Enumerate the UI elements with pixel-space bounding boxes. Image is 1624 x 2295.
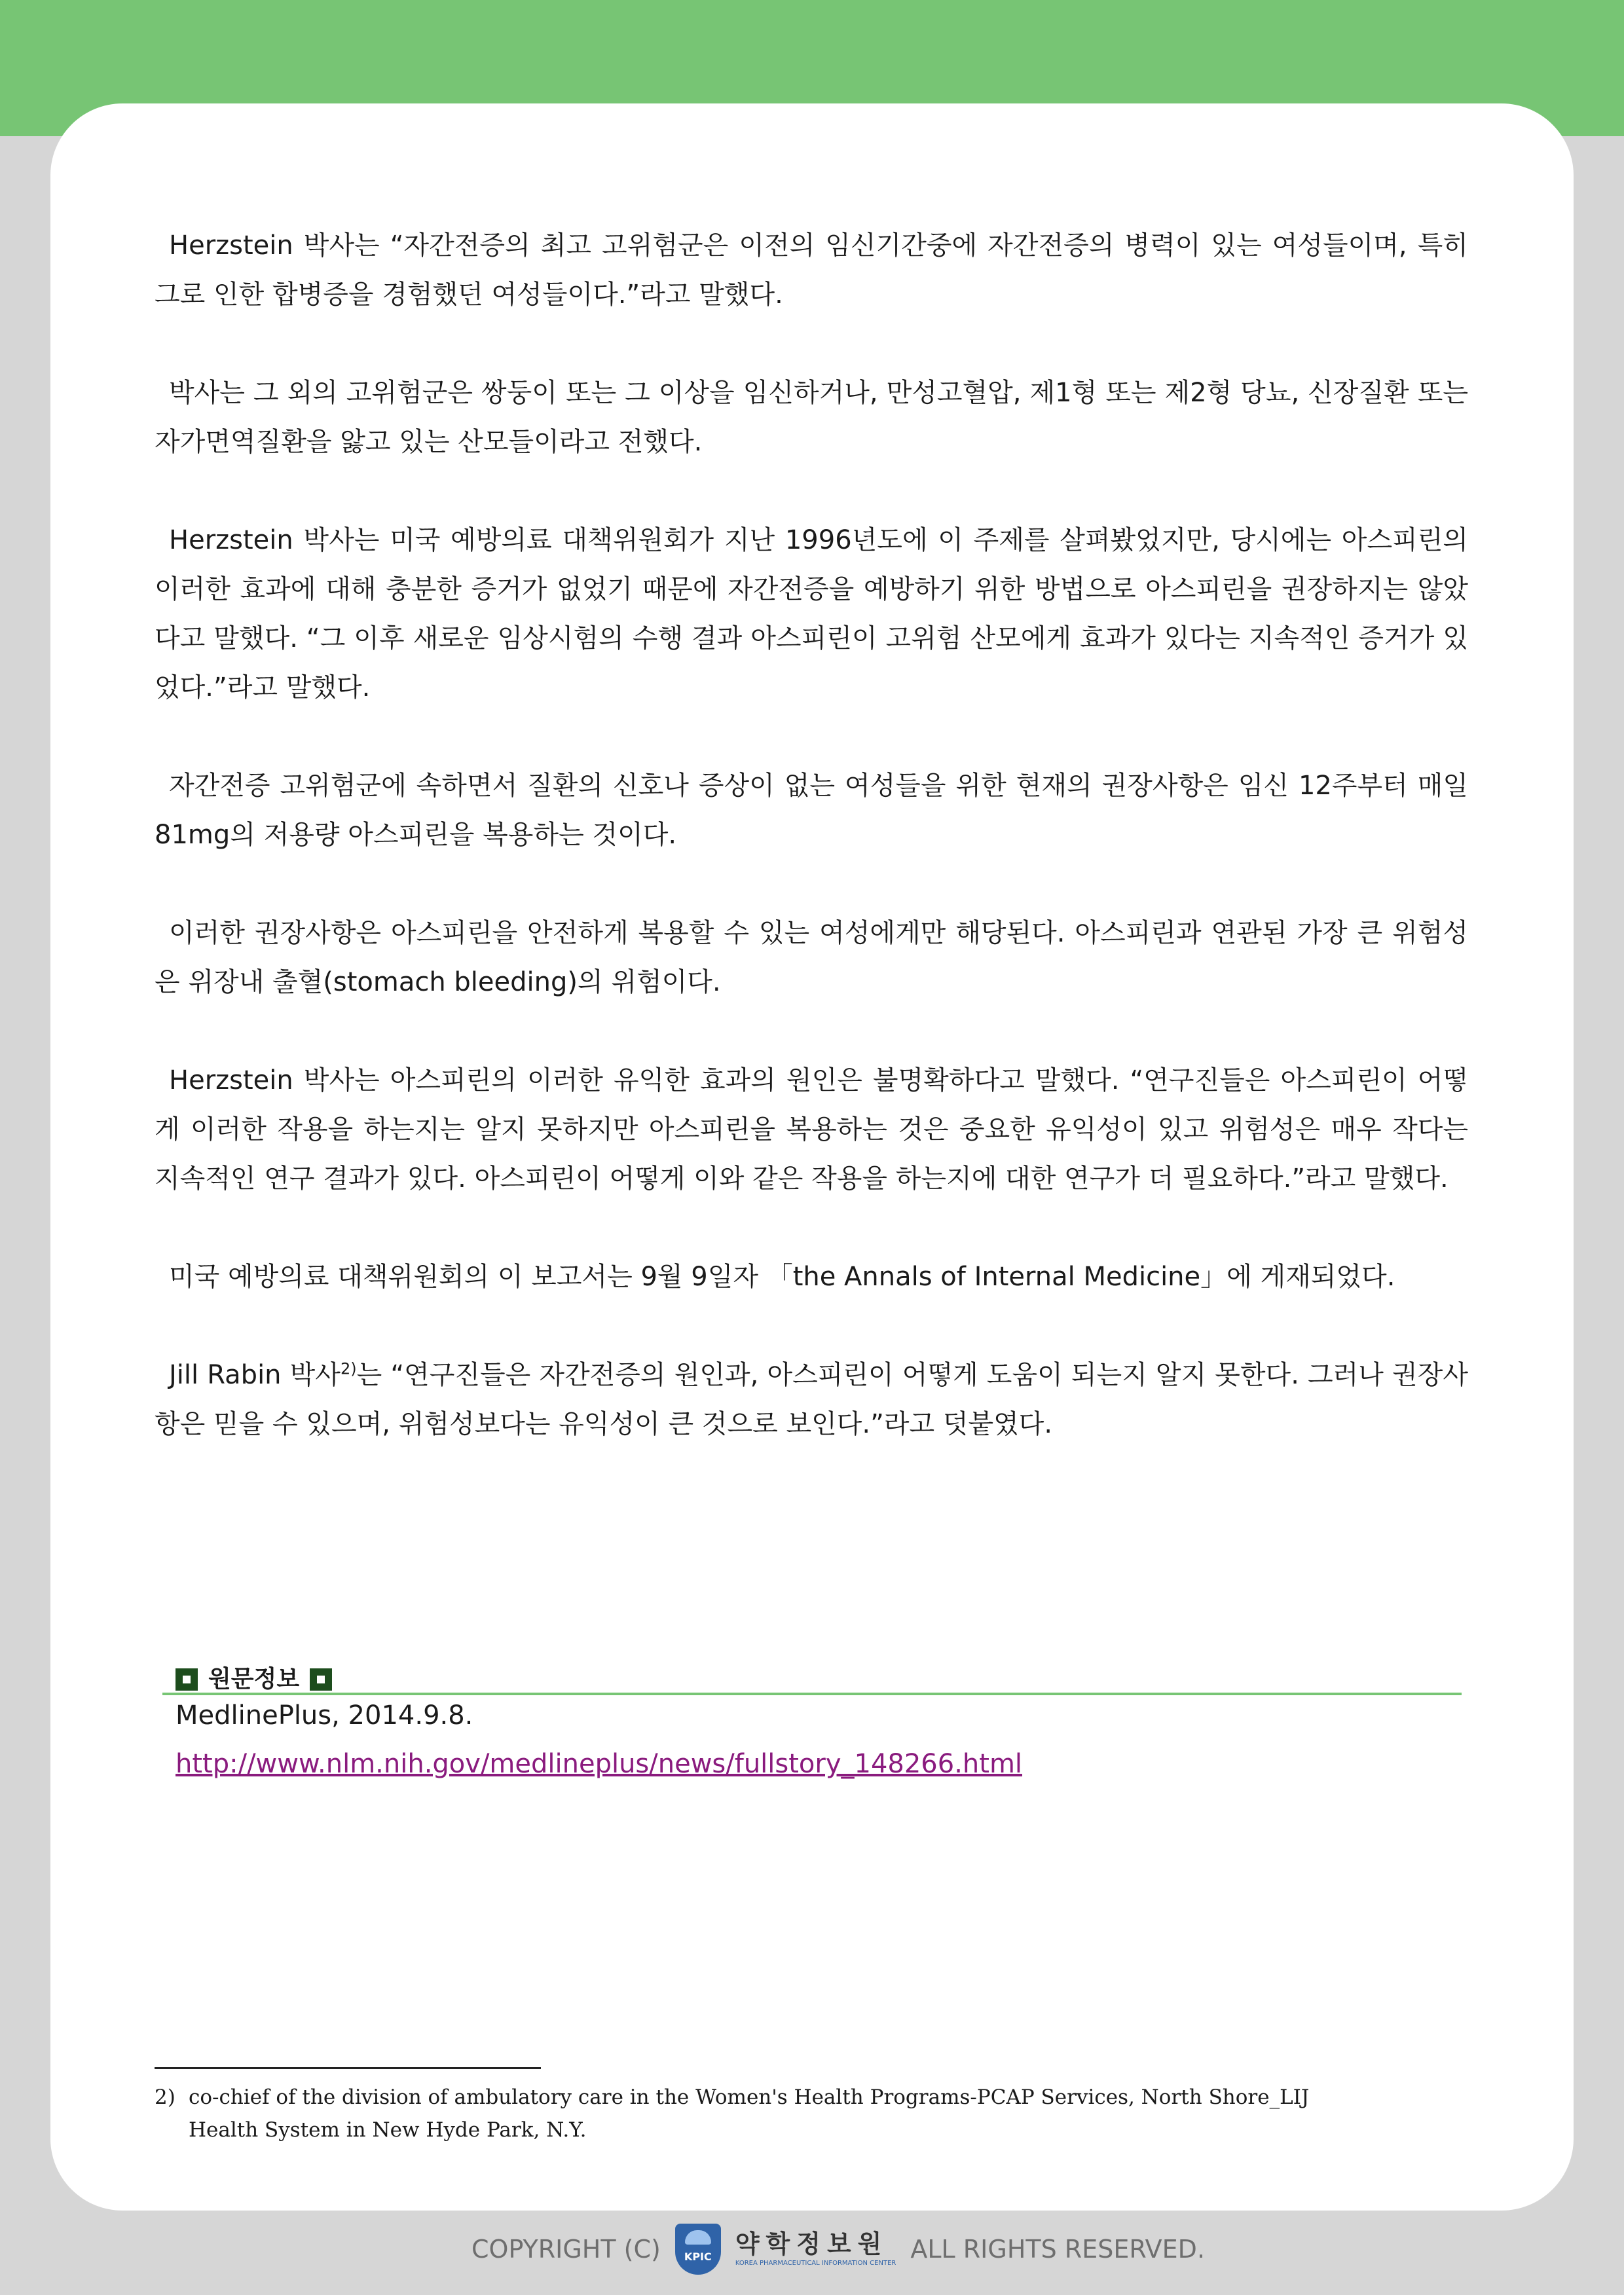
source-url-link[interactable]: http://www.nlm.nih.gov/medlineplus/news/fullstory_148266.html [175, 1749, 1023, 1779]
bullet-square-icon [175, 1668, 198, 1691]
footnote-divider [155, 2067, 541, 2069]
bullet-square-icon [310, 1668, 332, 1691]
footnote-ref[interactable]: 2) [340, 1359, 357, 1378]
paragraph-with-footnote [155, 1351, 1468, 1449]
logo-english: KOREA PHARMACEUTICAL INFORMATION CENTER [735, 2260, 896, 2267]
footnote [155, 2081, 1468, 2146]
paragraph-text-start: Jill Rabin 박사 [169, 1360, 341, 1390]
paragraph-text-end: 는 “연구진들은 자간전증의 원인과, 아스피린이 어떻게 도움이 되는지 알지 못한다. 그러나 권장사항은 믿을 수 있으며, 위험성보다는 유익성이 큰 것으로 보인다.”라고 덧붙였다. [155, 1360, 1468, 1439]
footnote-number: 2) [155, 2085, 175, 2109]
kpic-logo-icon: KPIC [675, 2224, 721, 2275]
logo-wordmark [735, 2231, 896, 2267]
paragraph: Herzstein 박사는 아스피린의 이러한 유익한 효과의 원인은 불명확하다고 말했다. “연구진들은 아스피린이 어떻게 이러한 작용을 하는지는 알지 못하지만 아스피린을 복용하는 것은 중요한 유익성이 있고 위험성은 매우 작다는 지속적인 연구 결과가 있다. 아스피린이 어떻게 이와 같은 작용을 하는지에 대한 연구가 더 필요하다.”라고 말했다. [155, 1065, 1468, 1194]
source-citation: MedlinePlus, 2014.9.8. [175, 1700, 473, 1731]
paragraph: 자간전증 고위험군에 속하면서 질환의 신호나 증상이 없는 여성들을 위한 현재의 권장사항은 임신 12주부터 매일 81mg의 저용량 아스피린을 복용하는 것이다. [155, 771, 1468, 850]
rights-text: ALL RIGHTS RESERVED. [910, 2235, 1206, 2264]
source-divider [162, 1693, 1462, 1695]
paragraph: 이러한 권장사항은 아스피린을 안전하게 복용할 수 있는 여성에게만 해당된다. 아스피린과 연관된 가장 큰 위험성은 위장내 출혈(stomach bleeding)의 위험이다. [155, 918, 1468, 997]
paragraph: 미국 예방의료 대책위원회의 이 보고서는 9월 9일자 「the Annals of Internal Medicine」에 게재되었다. [169, 1262, 1395, 1292]
paragraph: 박사는 그 외의 고위험군은 쌍둥이 또는 그 이상을 임신하거나, 만성고혈압, 제1형 또는 제2형 당뇨, 신장질환 또는 자가면역질환을 앓고 있는 산모들이라고 전했다. [155, 378, 1468, 457]
paragraph: Herzstein 박사는 “자간전증의 최고 고위험군은 이전의 임신기간중에 자간전증의 병력이 있는 여성들이며, 특히 그로 인한 합병증을 경험했던 여성들이다.”라고 말했다. [155, 230, 1468, 310]
footnote-text: co-chief of the division of ambulatory care in the Women's Health Programs-PCAP Services, North Shore_LIJ [189, 2085, 1310, 2109]
article-body [155, 221, 1468, 1498]
source-heading-label: 원문정보 [208, 1666, 300, 1693]
page-footer [471, 2223, 1205, 2275]
copyright-text: COPYRIGHT (C) [471, 2235, 661, 2264]
source-heading [175, 1663, 332, 1696]
logo-korean: 약학정보원 [735, 2230, 889, 2258]
footnote-text-continued: Health System in New Hyde Park, N.Y. [189, 2118, 587, 2142]
paragraph: Herzstein 박사는 미국 예방의료 대책위원회가 지난 1996년도에 이 주제를 살펴봤었지만, 당시에는 아스피린의 이러한 효과에 대해 충분한 증거가 없었기 때문에 자간전증을 예방하기 위한 방법으로 아스피린을 권장하지는 않았다고 말했다. “그 이후 새로운 임상시험의 수행 결과 아스피린이 고위험 산모에게 효과가 있다는 지속적인 증거가 있었다.”라고 말했다. [155, 525, 1468, 703]
